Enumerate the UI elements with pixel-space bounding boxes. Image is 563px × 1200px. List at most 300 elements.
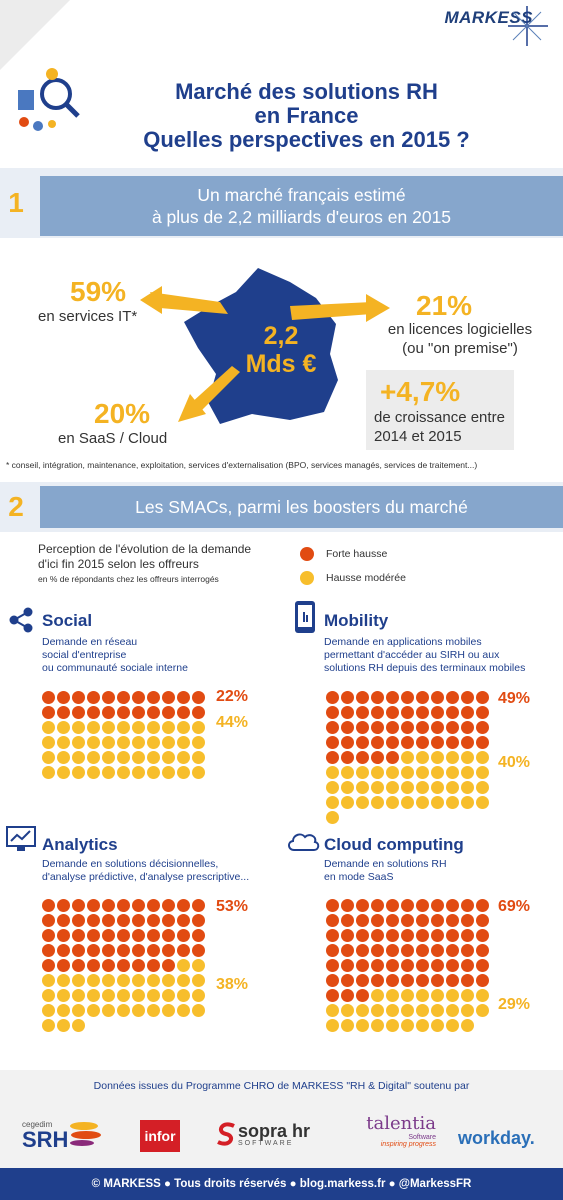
cloud-high-dot bbox=[356, 974, 369, 987]
social-high-dot bbox=[117, 691, 130, 704]
analytics-moderate-dot bbox=[42, 974, 55, 987]
mobility-moderate-dot bbox=[371, 796, 384, 809]
analytics-moderate-dot bbox=[192, 959, 205, 972]
social-moderate-dot bbox=[72, 766, 85, 779]
analytics-high-dot bbox=[87, 899, 100, 912]
cloud-high-dot bbox=[326, 944, 339, 957]
social-high-dot bbox=[102, 706, 115, 719]
analytics-moderate-dot bbox=[72, 974, 85, 987]
mobility-high-dot bbox=[386, 751, 399, 764]
mobility-high-dot bbox=[461, 691, 474, 704]
analytics-high-dot bbox=[72, 944, 85, 957]
cloud-high-dot bbox=[356, 944, 369, 957]
cloud-moderate-dot bbox=[356, 1019, 369, 1032]
legend-label-moderate: Hausse modérée bbox=[326, 572, 406, 584]
analytics-high-dot bbox=[87, 914, 100, 927]
social-moderate-dot bbox=[192, 751, 205, 764]
cloud-moderate-dot bbox=[416, 989, 429, 1002]
social-high-dot bbox=[57, 691, 70, 704]
analytics-high-dot bbox=[57, 929, 70, 942]
footer: © MARKESS ● Tous droits réservés ● blog.markess.fr ● @MarkessFR bbox=[0, 1168, 563, 1200]
cloud-high-dot bbox=[416, 944, 429, 957]
social-moderate-dot bbox=[132, 736, 145, 749]
cloud-high-dot bbox=[476, 899, 489, 912]
growth-label-line-1: de croissance entre bbox=[374, 409, 505, 426]
section-1-heading-line-2: à plus de 2,2 milliards d'euros en 2015 bbox=[151, 207, 452, 227]
cloud-high-dot bbox=[326, 929, 339, 942]
analytics-high-dot bbox=[177, 899, 190, 912]
cloud-high-dot bbox=[341, 914, 354, 927]
cloud-moderate-dot bbox=[401, 989, 414, 1002]
mobility-moderate-dot bbox=[401, 766, 414, 779]
cloud-moderate-percent: 29% bbox=[498, 996, 531, 1013]
analytics-high-dot bbox=[162, 899, 175, 912]
cegedim-srh-logo bbox=[22, 1120, 68, 1151]
social-high-dot bbox=[42, 691, 55, 704]
mobility-high-dot bbox=[446, 706, 459, 719]
cloud-high-dot bbox=[356, 899, 369, 912]
cloud-high-dot bbox=[416, 929, 429, 942]
social-high-dot bbox=[117, 706, 130, 719]
cloud-high-dot bbox=[341, 989, 354, 1002]
analytics-moderate-dot bbox=[117, 989, 130, 1002]
analytics-high-percent: 53% bbox=[216, 898, 249, 915]
social-moderate-dot bbox=[132, 766, 145, 779]
social-high-dot bbox=[177, 706, 190, 719]
cloud-high-dot bbox=[446, 974, 459, 987]
mobility-moderate-dot bbox=[461, 781, 474, 794]
services-percent: 59% bbox=[70, 276, 127, 307]
mobility-moderate-dot bbox=[386, 796, 399, 809]
cloud-high-dot bbox=[356, 929, 369, 942]
mobility-dot-grid bbox=[326, 690, 501, 825]
social-moderate-dot bbox=[102, 736, 115, 749]
cloud-high-dot bbox=[401, 944, 414, 957]
analytics-moderate-dot bbox=[147, 974, 160, 987]
mobility-high-dot bbox=[326, 706, 339, 719]
cloud-high-dot bbox=[386, 899, 399, 912]
analytics-moderate-dot bbox=[132, 989, 145, 1002]
page-title bbox=[60, 80, 553, 152]
cegedim-label: cegedim bbox=[22, 1120, 53, 1129]
analytics-moderate-dot bbox=[42, 989, 55, 1002]
mobility-high-dot bbox=[431, 691, 444, 704]
mobility-high-dot bbox=[386, 706, 399, 719]
cloud-desc-line: Demande en solutions RH bbox=[324, 858, 447, 870]
cloud-moderate-dot bbox=[416, 1004, 429, 1017]
mobility-moderate-dot bbox=[431, 751, 444, 764]
section-2-number: 2 bbox=[8, 491, 24, 522]
srh-label: SRH bbox=[22, 1127, 69, 1152]
mobility-high-dot bbox=[461, 706, 474, 719]
analytics-high-dot bbox=[72, 899, 85, 912]
cloud-high-dot bbox=[371, 929, 384, 942]
analytics-moderate-dot bbox=[72, 1004, 85, 1017]
cloud-moderate-dot bbox=[431, 989, 444, 1002]
cloud-high-dot bbox=[401, 914, 414, 927]
social-moderate-dot bbox=[192, 736, 205, 749]
analytics-high-dot bbox=[192, 929, 205, 942]
cloud-high-dot bbox=[386, 929, 399, 942]
social-high-dot bbox=[162, 706, 175, 719]
mobility-moderate-dot bbox=[431, 781, 444, 794]
cloud-high-dot bbox=[476, 929, 489, 942]
social-desc-line: Demande en réseau bbox=[42, 636, 138, 648]
mobility-high-dot bbox=[356, 706, 369, 719]
mobility-desc-line: Demande en applications mobiles bbox=[324, 636, 482, 648]
intro-line-2: d'ici fin 2015 selon les offreurs bbox=[38, 557, 199, 571]
analytics-high-dot bbox=[72, 959, 85, 972]
cloud-moderate-dot bbox=[446, 1004, 459, 1017]
legend bbox=[300, 546, 406, 586]
analytics-moderate-dot bbox=[87, 989, 100, 1002]
mobility-high-dot bbox=[326, 691, 339, 704]
social-moderate-dot bbox=[87, 766, 100, 779]
social-moderate-dot bbox=[57, 751, 70, 764]
cloud-moderate-dot bbox=[401, 1019, 414, 1032]
cloud-icon bbox=[286, 830, 320, 852]
cloud-high-dot bbox=[461, 974, 474, 987]
mobility-moderate-dot bbox=[446, 796, 459, 809]
cloud-high-dot bbox=[341, 974, 354, 987]
monitor-chart-icon bbox=[6, 826, 36, 852]
cloud-high-dot bbox=[386, 914, 399, 927]
analytics-high-dot bbox=[42, 959, 55, 972]
social-high-dot bbox=[192, 706, 205, 719]
cloud-high-dot bbox=[371, 959, 384, 972]
cloud-high-dot bbox=[476, 959, 489, 972]
analytics-high-dot bbox=[87, 959, 100, 972]
social-high-dot bbox=[87, 706, 100, 719]
smartphone-icon bbox=[293, 600, 317, 634]
mobility-high-dot bbox=[326, 736, 339, 749]
social-moderate-dot bbox=[177, 736, 190, 749]
social-moderate-dot bbox=[162, 721, 175, 734]
analytics-high-dot bbox=[132, 899, 145, 912]
mobility-moderate-dot bbox=[461, 751, 474, 764]
cloud-high-dot bbox=[461, 899, 474, 912]
mobility-moderate-dot bbox=[356, 781, 369, 794]
cloud-high-dot bbox=[371, 914, 384, 927]
mobility-high-percent: 49% bbox=[498, 690, 531, 707]
mobility-high-dot bbox=[326, 721, 339, 734]
social-title: Social bbox=[42, 611, 93, 630]
social-moderate-dot bbox=[42, 751, 55, 764]
cloud-moderate-dot bbox=[371, 1019, 384, 1032]
cloud-high-dot bbox=[461, 914, 474, 927]
cloud-high-dot bbox=[431, 944, 444, 957]
mobility-high-dot bbox=[461, 736, 474, 749]
social-high-dot bbox=[177, 691, 190, 704]
mobility-moderate-dot bbox=[476, 766, 489, 779]
mobility-moderate-dot bbox=[431, 766, 444, 779]
cloud-high-dot bbox=[341, 944, 354, 957]
sopra-hr-logo bbox=[238, 1122, 310, 1147]
social-moderate-dot bbox=[42, 766, 55, 779]
analytics-desc-line: Demande en solutions décisionnelles, bbox=[42, 858, 219, 870]
cloud-high-dot bbox=[461, 944, 474, 957]
social-moderate-dot bbox=[162, 736, 175, 749]
cloud-moderate-dot bbox=[341, 1019, 354, 1032]
social-moderate-dot bbox=[177, 751, 190, 764]
mobility-moderate-dot bbox=[461, 766, 474, 779]
mobility-high-dot bbox=[401, 736, 414, 749]
cloud-moderate-dot bbox=[371, 1004, 384, 1017]
markess-logo: MARKESS bbox=[444, 8, 533, 27]
cloud-high-dot bbox=[356, 959, 369, 972]
cloud-title: Cloud computing bbox=[324, 835, 464, 854]
cloud-moderate-dot bbox=[401, 1004, 414, 1017]
mobility-high-dot bbox=[341, 751, 354, 764]
analytics-high-dot bbox=[117, 929, 130, 942]
mobility-high-dot bbox=[356, 736, 369, 749]
analytics-moderate-dot bbox=[57, 1019, 70, 1032]
cloud-high-dot bbox=[326, 899, 339, 912]
mobility-high-dot bbox=[386, 721, 399, 734]
analytics-high-dot bbox=[57, 914, 70, 927]
analytics-moderate-dot bbox=[117, 974, 130, 987]
mobility-moderate-dot bbox=[356, 766, 369, 779]
cloud-high-dot bbox=[356, 914, 369, 927]
analytics-high-dot bbox=[42, 914, 55, 927]
sopra-label: sopra hr bbox=[238, 1121, 311, 1141]
share-icon bbox=[8, 607, 34, 633]
social-high-dot bbox=[42, 706, 55, 719]
licences-label bbox=[380, 320, 540, 358]
cegedim-swoosh-icon bbox=[64, 1118, 104, 1148]
mobility-moderate-dot bbox=[401, 781, 414, 794]
growth-label-line-2: 2014 et 2015 bbox=[374, 428, 462, 445]
analytics-moderate-dot bbox=[192, 1004, 205, 1017]
cloud-moderate-dot bbox=[326, 1004, 339, 1017]
cloud-high-dot bbox=[326, 959, 339, 972]
cloud-moderate-dot bbox=[461, 1004, 474, 1017]
mobility-high-dot bbox=[341, 736, 354, 749]
cloud-moderate-dot bbox=[341, 1004, 354, 1017]
analytics-high-dot bbox=[57, 944, 70, 957]
mobility-moderate-dot bbox=[326, 811, 339, 824]
licences-label-line-1: en licences logicielles bbox=[387, 321, 533, 338]
social-desc-line: ou communauté sociale interne bbox=[42, 662, 188, 674]
analytics-moderate-dot bbox=[177, 974, 190, 987]
legend-item-high bbox=[300, 546, 406, 562]
social-moderate-dot bbox=[87, 736, 100, 749]
mobility-high-dot bbox=[371, 751, 384, 764]
mobility-moderate-dot bbox=[476, 781, 489, 794]
analytics-desc-line: d'analyse prédictive, d'analyse prescriptive... bbox=[42, 871, 250, 883]
mobility-moderate-dot bbox=[476, 751, 489, 764]
mobility-moderate-dot bbox=[401, 751, 414, 764]
social-moderate-dot bbox=[147, 751, 160, 764]
analytics-high-dot bbox=[132, 944, 145, 957]
social-moderate-dot bbox=[72, 751, 85, 764]
social-moderate-dot bbox=[132, 751, 145, 764]
cloud-high-dot bbox=[446, 944, 459, 957]
analytics-high-dot bbox=[162, 914, 175, 927]
analytics-high-dot bbox=[177, 929, 190, 942]
mobility-high-dot bbox=[356, 691, 369, 704]
analytics-moderate-dot bbox=[102, 989, 115, 1002]
cloud-moderate-dot bbox=[431, 1004, 444, 1017]
corner-decoration bbox=[0, 0, 70, 70]
mobility-title: Mobility bbox=[324, 611, 389, 630]
analytics-high-dot bbox=[57, 959, 70, 972]
cloud-moderate-dot bbox=[476, 989, 489, 1002]
cloud-high-dot bbox=[416, 974, 429, 987]
social-moderate-dot bbox=[117, 721, 130, 734]
analytics-high-dot bbox=[102, 899, 115, 912]
analytics-moderate-dot bbox=[42, 1019, 55, 1032]
social-moderate-dot bbox=[57, 766, 70, 779]
cloud-high-dot bbox=[341, 929, 354, 942]
analytics-moderate-dot bbox=[177, 989, 190, 1002]
social-moderate-dot bbox=[147, 721, 160, 734]
mobility-high-dot bbox=[416, 706, 429, 719]
analytics-moderate-dot bbox=[162, 974, 175, 987]
cloud-high-dot bbox=[446, 959, 459, 972]
mobility-moderate-dot bbox=[461, 796, 474, 809]
mobility-high-dot bbox=[341, 706, 354, 719]
mobility-moderate-dot bbox=[371, 766, 384, 779]
social-moderate-dot bbox=[147, 736, 160, 749]
social-desc-line: social d'entreprise bbox=[42, 649, 127, 661]
analytics-moderate-dot bbox=[57, 989, 70, 1002]
cloud-high-dot bbox=[431, 899, 444, 912]
social-high-dot bbox=[72, 691, 85, 704]
cloud-high-dot bbox=[341, 899, 354, 912]
cloud-dot-grid bbox=[326, 898, 501, 1033]
analytics-moderate-dot bbox=[147, 989, 160, 1002]
mobility-moderate-dot bbox=[371, 781, 384, 794]
social-moderate-dot bbox=[87, 751, 100, 764]
analytics-moderate-dot bbox=[147, 1004, 160, 1017]
analytics-high-dot bbox=[102, 929, 115, 942]
analytics-high-dot bbox=[117, 914, 130, 927]
growth-label bbox=[374, 408, 505, 446]
section-1-heading bbox=[40, 176, 563, 236]
analytics-high-dot bbox=[162, 929, 175, 942]
analytics-description bbox=[42, 858, 249, 884]
social-moderate-dot bbox=[117, 751, 130, 764]
cloud-high-dot bbox=[401, 899, 414, 912]
social-high-dot bbox=[147, 691, 160, 704]
mobility-high-dot bbox=[341, 691, 354, 704]
mobility-moderate-dot bbox=[446, 781, 459, 794]
mobility-high-dot bbox=[416, 736, 429, 749]
social-moderate-dot bbox=[57, 736, 70, 749]
social-moderate-dot bbox=[72, 721, 85, 734]
mobility-high-dot bbox=[446, 721, 459, 734]
title-line-2: en France bbox=[254, 103, 359, 128]
mobility-high-dot bbox=[431, 706, 444, 719]
cloud-high-dot bbox=[401, 974, 414, 987]
mobility-high-dot bbox=[386, 736, 399, 749]
saas-percent: 20% bbox=[94, 398, 151, 429]
cloud-moderate-dot bbox=[431, 1019, 444, 1032]
mobility-high-dot bbox=[446, 736, 459, 749]
analytics-moderate-dot bbox=[192, 989, 205, 1002]
section-1-heading-line-1: Un marché français estimé bbox=[197, 185, 406, 205]
cloud-moderate-dot bbox=[461, 1019, 474, 1032]
analytics-high-dot bbox=[177, 914, 190, 927]
analytics-moderate-dot bbox=[57, 1004, 70, 1017]
analytics-high-dot bbox=[72, 914, 85, 927]
cloud-high-dot bbox=[371, 974, 384, 987]
saas-label: en SaaS / Cloud bbox=[58, 430, 168, 447]
cloud-moderate-dot bbox=[326, 1019, 339, 1032]
social-moderate-dot bbox=[147, 766, 160, 779]
cloud-moderate-dot bbox=[386, 1004, 399, 1017]
mobility-high-dot bbox=[326, 751, 339, 764]
mobility-moderate-dot bbox=[416, 796, 429, 809]
social-moderate-dot bbox=[42, 721, 55, 734]
cloud-high-dot bbox=[401, 929, 414, 942]
cloud-high-dot bbox=[386, 974, 399, 987]
mobility-desc-line: permettant d'accéder au SIRH ou aux bbox=[324, 649, 500, 661]
analytics-moderate-percent: 38% bbox=[216, 976, 249, 993]
analytics-moderate-dot bbox=[192, 974, 205, 987]
analytics-moderate-dot bbox=[72, 989, 85, 1002]
social-moderate-dot bbox=[102, 766, 115, 779]
mobility-high-dot bbox=[476, 706, 489, 719]
cloud-high-dot bbox=[446, 899, 459, 912]
analytics-high-dot bbox=[102, 914, 115, 927]
cloud-high-dot bbox=[371, 944, 384, 957]
social-dot-grid bbox=[42, 690, 217, 780]
sponsors-intro: Données issues du Programme CHRO de MARKESS "RH & Digital" soutenu par bbox=[93, 1080, 470, 1092]
social-moderate-dot bbox=[42, 736, 55, 749]
mobility-high-dot bbox=[371, 706, 384, 719]
social-high-dot bbox=[87, 691, 100, 704]
analytics-high-dot bbox=[132, 914, 145, 927]
cloud-moderate-dot bbox=[446, 1019, 459, 1032]
analytics-high-dot bbox=[147, 959, 160, 972]
cloud-high-dot bbox=[371, 899, 384, 912]
social-moderate-dot bbox=[177, 766, 190, 779]
mobility-high-dot bbox=[401, 691, 414, 704]
social-moderate-dot bbox=[57, 721, 70, 734]
analytics-moderate-dot bbox=[117, 1004, 130, 1017]
analytics-moderate-dot bbox=[87, 974, 100, 987]
cloud-high-dot bbox=[431, 914, 444, 927]
analytics-title: Analytics bbox=[42, 835, 118, 854]
social-moderate-percent: 44% bbox=[216, 714, 249, 731]
analytics-moderate-dot bbox=[87, 1004, 100, 1017]
cloud-high-dot bbox=[476, 944, 489, 957]
mobility-moderate-percent: 40% bbox=[498, 754, 531, 771]
mobility-moderate-dot bbox=[326, 796, 339, 809]
analytics-moderate-dot bbox=[102, 1004, 115, 1017]
analytics-moderate-dot bbox=[132, 974, 145, 987]
mobility-moderate-dot bbox=[341, 796, 354, 809]
analytics-moderate-dot bbox=[102, 974, 115, 987]
cloud-high-dot bbox=[326, 914, 339, 927]
social-high-dot bbox=[147, 706, 160, 719]
cloud-moderate-dot bbox=[386, 1019, 399, 1032]
cloud-moderate-dot bbox=[476, 1004, 489, 1017]
analytics-high-dot bbox=[132, 929, 145, 942]
analytics-moderate-dot bbox=[72, 1019, 85, 1032]
licences-percent: 21% bbox=[416, 290, 473, 321]
legend-swatch-high bbox=[300, 547, 314, 561]
analytics-high-dot bbox=[147, 944, 160, 957]
mobility-high-dot bbox=[431, 721, 444, 734]
analytics-high-dot bbox=[102, 959, 115, 972]
talentia-sub-label: Software bbox=[408, 1134, 436, 1141]
analytics-high-dot bbox=[147, 914, 160, 927]
section-2-intro bbox=[38, 542, 251, 587]
social-high-dot bbox=[57, 706, 70, 719]
